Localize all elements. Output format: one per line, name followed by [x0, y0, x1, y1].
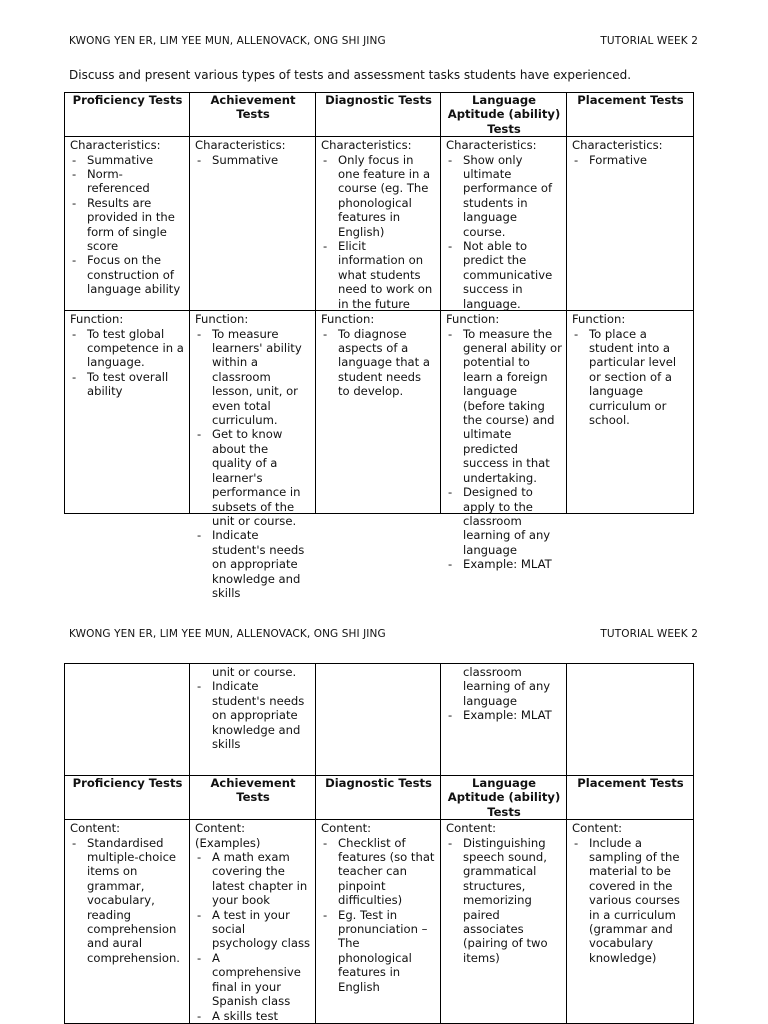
table-cell: [567, 137, 694, 311]
table-cell: [190, 311, 316, 600]
cell-label: Content:: [70, 821, 121, 836]
list-item: - Summative: [195, 153, 311, 167]
header-tutorial: TUTORIAL WEEK 2: [600, 35, 698, 47]
bullet-list: [70, 327, 185, 399]
list-item: - Norm-referenced: [70, 167, 185, 196]
list-item: - Checklist of features (so that teacher can pinpoint difficulties): [321, 836, 436, 908]
intro-text: Discuss and present various types of tests and assessment tasks students have experienced.: [69, 68, 632, 82]
bullet-list: [572, 836, 689, 966]
page-header: [69, 628, 698, 640]
list-item: - To diagnose aspects of a language that a student needs to develop.: [321, 327, 436, 399]
list-item: - Example: MLAT: [446, 557, 562, 571]
table-cell: [316, 820, 441, 1024]
header-row: [65, 93, 694, 137]
header-row: [65, 776, 694, 820]
column-header: Diagnostic Tests: [316, 93, 441, 137]
list-item: - Eg. Test in pronunciation – The phonological features in English: [321, 908, 436, 994]
list-item: - A skills test: [195, 1009, 311, 1023]
list-item: - To measure learners' ability within a classroom lesson, unit, or even total curriculum.: [195, 327, 311, 428]
list-item: - Summative: [70, 153, 185, 167]
cell-label: Content:: [321, 821, 372, 836]
table-cell: [65, 664, 190, 776]
column-header: Proficiency Tests: [65, 776, 190, 820]
column-header: Proficiency Tests: [65, 93, 190, 137]
list-item: - Results are provided in the form of single score: [70, 196, 185, 254]
page-header: [69, 35, 698, 47]
list-item: - Elicit information on what students need to work on in the future: [321, 239, 436, 311]
cell-label: Content:: [572, 821, 623, 836]
list-item: - A test in your social psychology class: [195, 908, 311, 951]
tests-table-page1: [64, 92, 694, 600]
list-item: unit or course.: [212, 665, 297, 679]
column-header: Language Aptitude (ability) Tests: [441, 776, 567, 820]
table-cell: [316, 311, 441, 514]
column-header: Achievement Tests: [190, 776, 316, 820]
table-cell: [190, 137, 316, 311]
list-item: classroom learning of any language: [463, 665, 551, 708]
list-item: - Distinguishing speech sound, grammatical structures, memorizing paired associates (pairing of two items): [446, 836, 562, 966]
list-item: - Show only ultimate performance of students in language course.: [446, 153, 562, 239]
bullet-list: [195, 153, 311, 167]
list-item: - Formative: [572, 153, 689, 167]
bullet-list: [446, 836, 562, 966]
column-header: Placement Tests: [567, 93, 694, 137]
characteristics-row: [65, 137, 694, 311]
table-cell: [316, 664, 441, 776]
bullet-list: [70, 836, 185, 966]
list-item: - Indicate student's needs on appropriate knowledge and skills: [195, 528, 311, 600]
bullet-list: [321, 327, 436, 399]
table-cell: [441, 820, 567, 1024]
list-item: - To test overall ability: [70, 370, 185, 399]
cell-label: Function:: [70, 312, 124, 327]
cell-label: Content:: [195, 821, 246, 836]
bullet-list: [195, 850, 311, 1023]
list-item: - Designed to apply to the classroom learning of any language: [446, 485, 562, 557]
cell-label: Characteristics:: [70, 138, 161, 153]
table-cell: [567, 820, 694, 1024]
cell-label: Function:: [446, 312, 500, 327]
bullet-list: [321, 836, 436, 994]
bullet-list: [572, 327, 689, 428]
table-cell: [441, 311, 567, 572]
list-item: - A math exam covering the latest chapter in your book: [195, 850, 311, 908]
list-item: - Include a sampling of the material to be covered in the various courses in a curriculum (grammar and vocabulary knowledge): [572, 836, 689, 966]
cell-label: Characteristics:: [446, 138, 537, 153]
cell-label: Characteristics:: [572, 138, 663, 153]
bullet-list: [195, 327, 311, 601]
list-item: - Focus on the construction of language ability: [70, 253, 185, 296]
list-item: - Standardised multiple-choice items on grammar, vocabulary, reading comprehension and aural comprehension.: [70, 836, 185, 966]
bullet-list: [446, 665, 562, 723]
tests-table-page2: [64, 663, 694, 1024]
cell-label: Characteristics:: [195, 138, 286, 153]
bullet-list: [321, 153, 436, 311]
content-row: [65, 820, 694, 1024]
table-cell: [441, 137, 567, 311]
table-cell: [567, 664, 694, 776]
list-item: - Example: MLAT: [446, 708, 562, 722]
cell-label: Function:: [321, 312, 375, 327]
header-authors: KWONG YEN ER, LIM YEE MUN, ALLENOVACK, ONG SHI JING: [69, 35, 386, 47]
list-item: - Indicate student's needs on appropriate knowledge and skills: [195, 679, 311, 751]
bullet-list: [70, 153, 185, 297]
cell-label: Function:: [195, 312, 249, 327]
cell-label: Function:: [572, 312, 626, 327]
bullet-list: [446, 153, 562, 311]
list-item: - To place a student into a particular level or section of a language curriculum or school.: [572, 327, 689, 428]
table-cell: [567, 311, 694, 514]
bullet-list: [195, 665, 311, 751]
table-cell: [65, 137, 190, 311]
header-authors: KWONG YEN ER, LIM YEE MUN, ALLENOVACK, ONG SHI JING: [69, 628, 386, 640]
table-cell: [190, 820, 316, 1024]
list-item: - A comprehensive final in your Spanish class: [195, 951, 311, 1009]
list-item: - Get to know about the quality of a learner's performance in subsets of the unit or course.: [195, 427, 311, 528]
list-item: - Not able to predict the communicative success in language.: [446, 239, 562, 311]
column-header: Placement Tests: [567, 776, 694, 820]
column-header: Language Aptitude (ability) Tests: [441, 93, 567, 137]
column-header: Diagnostic Tests: [316, 776, 441, 820]
bullet-list: [572, 153, 689, 167]
table-cell: [190, 664, 316, 776]
bullet-list: [446, 327, 562, 572]
cell-label: Content:: [446, 821, 497, 836]
table-cell: [316, 137, 441, 311]
list-item: - To test global competence in a language.: [70, 327, 185, 370]
table-cell: [65, 311, 190, 514]
function-continued-row: [65, 664, 694, 776]
column-header: Achievement Tests: [190, 93, 316, 137]
list-item: - To measure the general ability or potential to learn a foreign language (before taking the course) and ultimate predicted success in that undertaking.: [446, 327, 562, 485]
cell-sublabel: (Examples): [195, 835, 261, 850]
header-tutorial: TUTORIAL WEEK 2: [600, 628, 698, 640]
table-cell: [441, 664, 567, 776]
table-cell: [65, 820, 190, 1024]
list-item: - Only focus in one feature in a course (eg. The phonological features in English): [321, 153, 436, 239]
function-row: [65, 311, 694, 514]
cell-label: Characteristics:: [321, 138, 412, 153]
